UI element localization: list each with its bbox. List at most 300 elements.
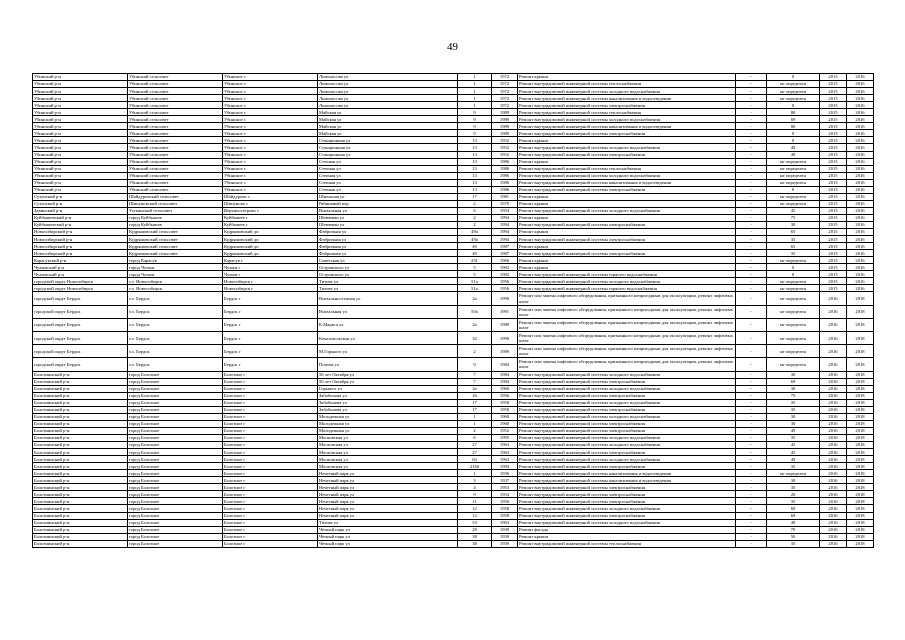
cell-year-built: 1963 (492, 456, 518, 463)
cell-house-number: 7 (458, 378, 492, 385)
table-row (33, 399, 874, 406)
cell-status: 0 (767, 137, 820, 144)
cell-house-number: 1 (458, 95, 492, 102)
cell-year-built: 1994 (492, 463, 518, 470)
cell-settlement: Убинский сельсовет (128, 88, 223, 95)
cell-work-type: Ремонт или замена лифтового оборудования, признанного непригодным для эксплуатации, ремонт лифтовых шахт (518, 318, 736, 331)
cell-district: Убинский р-н (33, 186, 128, 193)
cell-status: 45 (767, 449, 820, 456)
cell-district: Убинский р-н (33, 109, 128, 116)
table-row (33, 243, 874, 250)
cell-house-number: 27 (458, 449, 492, 456)
cell-status: 69 (767, 512, 820, 519)
cell-locality: Болотное г (223, 498, 318, 505)
cell-status: 49 (767, 151, 820, 158)
cell-cost: - (736, 137, 767, 144)
cell-settlement: город Чулым (128, 271, 223, 278)
cell-cost: - (736, 116, 767, 123)
cell-settlement: Убинский сельсовет (128, 116, 223, 123)
cell-settlement: Устьинский сельсовет (128, 207, 223, 214)
cell-status: не определен (767, 81, 820, 88)
cell-start-year: 2015 (820, 102, 847, 109)
cell-end-year: 2018 (847, 519, 874, 526)
cell-locality: Болотное г (223, 399, 318, 406)
cell-start-year: 2016 (820, 463, 847, 470)
cell-start-year: 2015 (820, 207, 847, 214)
cell-start-year: 2016 (820, 292, 847, 305)
cell-cost: - (736, 243, 767, 250)
table-row (33, 435, 874, 442)
cell-district: Болотнинский р-н (33, 427, 128, 434)
cell-district: Болотнинский р-н (33, 435, 128, 442)
cell-settlement: Убинский сельсовет (128, 130, 223, 137)
cell-street: Молодежная ул (318, 413, 458, 420)
cell-district: Убинский р-н (33, 158, 128, 165)
cell-status: не определен (767, 179, 820, 186)
cell-start-year: 2016 (820, 332, 847, 345)
cell-year-built: 1952 (492, 137, 518, 144)
table-row (33, 305, 874, 318)
cell-status: 35 (767, 250, 820, 257)
cell-house-number: 231 (458, 257, 492, 264)
cell-house-number: 1 (458, 413, 492, 420)
cell-year-built: 1972 (492, 81, 518, 88)
cell-house-number: 3 (458, 477, 492, 484)
cell-district: Болотнинский р-н (33, 406, 128, 413)
cell-locality: Болотное г (223, 435, 318, 442)
table-row (33, 498, 874, 505)
cell-status: 75 (767, 392, 820, 399)
cell-district: Болотнинский р-н (33, 512, 128, 519)
table-row (33, 200, 874, 207)
cell-year-built: 1984 (492, 378, 518, 385)
cell-work-type: Ремонт внутридомовой инженерной системы горячего водоснабжения (518, 285, 736, 292)
cell-start-year: 2016 (820, 371, 847, 378)
cell-year-built: 1989 (492, 345, 518, 358)
cell-cost: - (736, 449, 767, 456)
cell-start-year: 2015 (820, 109, 847, 116)
cell-street: Московская ул (318, 463, 458, 470)
table-body (33, 74, 874, 548)
cell-work-type: Ремонт крыши (518, 264, 736, 271)
cell-start-year: 2015 (820, 278, 847, 285)
cell-house-number: 38 (458, 540, 492, 547)
cell-work-type: Ремонт или замена лифтового оборудования, признанного непригодным для эксплуатации, ремонт лифтовых шахт (518, 332, 736, 345)
cell-house-number: 53 (458, 519, 492, 526)
cell-start-year: 2016 (820, 498, 847, 505)
cell-street: М.Горького ул (318, 345, 458, 358)
cell-end-year: 2016 (847, 74, 874, 81)
cell-work-type: Ремонт или замена лифтового оборудования, признанного непригодным для эксплуатации, ремонт лифтовых шахт (518, 358, 736, 371)
cell-work-type: Ремонт крыши (518, 193, 736, 200)
cell-house-number: 17 (458, 193, 492, 200)
cell-district: Новосибирский р-н (33, 250, 128, 257)
table-row (33, 229, 874, 236)
table-row (33, 144, 874, 151)
cell-locality: Убинское с (223, 144, 318, 151)
cell-status: 20 (767, 491, 820, 498)
cell-start-year: 2016 (820, 533, 847, 540)
table-row (33, 512, 874, 519)
cell-district: Болотнинский р-н (33, 491, 128, 498)
cell-settlement: Убинский сельсовет (128, 102, 223, 109)
cell-settlement: г.о. Бердск (128, 305, 223, 318)
cell-year-built: 1960 (492, 413, 518, 420)
cell-cost: - (736, 318, 767, 331)
cell-start-year: 2016 (820, 420, 847, 427)
cell-end-year: 2016 (847, 144, 874, 151)
cell-end-year: 2018 (847, 345, 874, 358)
cell-settlement: город Чулым (128, 264, 223, 271)
cell-street: 50 лет Октября ул (318, 378, 458, 385)
cell-work-type: Ремонт внутридомовой инженерной системы холодного водоснабжения (518, 144, 736, 151)
cell-cost: - (736, 512, 767, 519)
cell-settlement: город Болотное (128, 533, 223, 540)
cell-status: 0 (767, 264, 820, 271)
cell-district: Убинский р-н (33, 151, 128, 158)
cell-work-type: Ремонт внутридомовой инженерной системы холодного водоснабжения (518, 399, 736, 406)
cell-settlement: город Болотное (128, 420, 223, 427)
cell-settlement: Убинский сельсовет (128, 137, 223, 144)
cell-work-type: Ремонт внутридомовой инженерной системы электроснабжения (518, 221, 736, 228)
cell-cost: - (736, 221, 767, 228)
cell-settlement: город Болотное (128, 399, 223, 406)
cell-start-year: 2015 (820, 158, 847, 165)
cell-end-year: 2018 (847, 498, 874, 505)
cell-street: Островского ул (318, 264, 458, 271)
cell-house-number: 63 (458, 456, 492, 463)
table-row (33, 74, 874, 81)
cell-work-type: Ремонт внутридомовой инженерной системы холодного водоснабжения (518, 278, 736, 285)
cell-start-year: 2015 (820, 229, 847, 236)
cell-house-number: 2 (458, 214, 492, 221)
cell-year-built: 1982 (492, 271, 518, 278)
cell-locality: Убинское с (223, 74, 318, 81)
cell-locality: Болотное г (223, 526, 318, 533)
table-row (33, 250, 874, 257)
cell-district: Убинский р-н (33, 165, 128, 172)
cell-end-year: 2016 (847, 130, 874, 137)
cell-cost: - (736, 413, 767, 420)
table-row (33, 463, 874, 470)
cell-settlement: город Карасук (128, 257, 223, 264)
cell-work-type: Ремонт внутридомовой инженерной системы электроснабжения (518, 498, 736, 505)
cell-work-type: Ремонт внутридомовой инженерной системы холодного водоснабжения (518, 371, 736, 378)
cell-cost: - (736, 399, 767, 406)
cell-cost: - (736, 207, 767, 214)
cell-work-type: Ремонт внутридомовой инженерной системы электроснабжения (518, 186, 736, 193)
cell-street: Фабричная ул (318, 229, 458, 236)
cell-start-year: 2016 (820, 399, 847, 406)
cell-district: Болотнинский р-н (33, 484, 128, 491)
cell-street: Забабонова ул (318, 406, 458, 413)
cell-start-year: 2015 (820, 130, 847, 137)
table-row (33, 81, 874, 88)
cell-end-year: 2018 (847, 470, 874, 477)
cell-year-built: 1994 (492, 236, 518, 243)
cell-district: Болотнинский р-н (33, 477, 128, 484)
table-row (33, 526, 874, 533)
cell-locality: Убинское с (223, 116, 318, 123)
cell-locality: Болотное г (223, 406, 318, 413)
cell-start-year: 2015 (820, 271, 847, 278)
cell-district: Болотнинский р-н (33, 463, 128, 470)
cell-end-year: 2016 (847, 207, 874, 214)
cell-work-type: Ремонт крыши (518, 214, 736, 221)
cell-year-built: 1939 (492, 533, 518, 540)
cell-year-built: 1952 (492, 427, 518, 434)
cell-cost: - (736, 442, 767, 449)
cell-house-number: 13 (458, 151, 492, 158)
cell-start-year: 2015 (820, 236, 847, 243)
cell-cost: - (736, 172, 767, 179)
cell-work-type: Ремонт внутридомовой инженерной системы холодного водоснабжения (518, 116, 736, 123)
cell-house-number: 49а (458, 236, 492, 243)
cell-street: Титова ул (318, 519, 458, 526)
cell-settlement: Шипуновский сельсовет (128, 200, 223, 207)
cell-year-built: 1972 (492, 88, 518, 95)
cell-year-built: 1939 (492, 526, 518, 533)
cell-end-year: 2016 (847, 193, 874, 200)
cell-street: Станционная ул (318, 137, 458, 144)
cell-year-built: 1953 (492, 484, 518, 491)
cell-end-year: 2018 (847, 435, 874, 442)
cell-year-built: 1994 (492, 221, 518, 228)
cell-locality: Болотное г (223, 533, 318, 540)
cell-status: не определен (767, 158, 820, 165)
cell-year-built: 1984 (492, 371, 518, 378)
cell-street: Вокзальностепная ул (318, 292, 458, 305)
cell-street: Московская ул (318, 449, 458, 456)
cell-settlement: Убинский сельсовет (128, 186, 223, 193)
cell-settlement: г.о. Бердск (128, 318, 223, 331)
cell-house-number: 2 (458, 200, 492, 207)
table-row (33, 271, 874, 278)
cell-street: Чётный парк ул (318, 526, 458, 533)
cell-house-number: 2 (458, 221, 492, 228)
cell-locality: Убинское с (223, 95, 318, 102)
cell-cost: - (736, 186, 767, 193)
cell-end-year: 2016 (847, 278, 874, 285)
cell-year-built: 1956 (492, 392, 518, 399)
cell-year-built: 1995 (492, 435, 518, 442)
cell-district: Убинский р-н (33, 116, 128, 123)
cell-end-year: 2016 (847, 200, 874, 207)
cell-house-number: 6 (458, 435, 492, 442)
cell-street: Ломоносова ул (318, 88, 458, 95)
cell-street: Нечетный парк ул (318, 477, 458, 484)
cell-district: Новосибирский р-н (33, 243, 128, 250)
cell-work-type: Ремонт внутридомовой инженерной системы холодного водоснабжения (518, 88, 736, 95)
cell-district: Убинский р-н (33, 179, 128, 186)
cell-status: 30 (767, 385, 820, 392)
cell-street: Фабричная ул (318, 236, 458, 243)
cell-end-year: 2018 (847, 442, 874, 449)
cell-cost: - (736, 385, 767, 392)
cell-work-type: Ремонт внутридомовой инженерной системы электроснабжения (518, 420, 736, 427)
cell-year-built: 1990 (492, 332, 518, 345)
cell-house-number: 49 (458, 243, 492, 250)
cell-status: 50 (767, 533, 820, 540)
cell-district: Куйбышевский р-н (33, 221, 128, 228)
cell-street: Молодежная ул (318, 427, 458, 434)
cell-start-year: 2016 (820, 318, 847, 331)
cell-start-year: 2016 (820, 378, 847, 385)
cell-status: 30 (767, 420, 820, 427)
cell-street: Ломоносова ул (318, 95, 458, 102)
cell-cost: - (736, 285, 767, 292)
cell-year-built: 1963 (492, 442, 518, 449)
cell-start-year: 2016 (820, 413, 847, 420)
cell-house-number: 12 (458, 505, 492, 512)
cell-year-built: 1972 (492, 74, 518, 81)
cell-street: Нечетный парк ул (318, 512, 458, 519)
cell-street: Школьная ул (318, 193, 458, 200)
cell-house-number: 49а (458, 229, 492, 236)
cell-year-built: 1989 (492, 130, 518, 137)
cell-settlement: город Болотное (128, 484, 223, 491)
cell-start-year: 2016 (820, 484, 847, 491)
cell-status: 0 (767, 130, 820, 137)
cell-street: Вокзальная ул (318, 305, 458, 318)
cell-end-year: 2018 (847, 427, 874, 434)
cell-start-year: 2016 (820, 427, 847, 434)
table-row (33, 292, 874, 305)
cell-locality: Новосибирск г (223, 278, 318, 285)
cell-settlement: город Болотное (128, 498, 223, 505)
cell-year-built: 1994 (492, 229, 518, 236)
cell-street: Майская ул (318, 123, 458, 130)
cell-settlement: Убинский сельсовет (128, 179, 223, 186)
cell-locality: Болотное г (223, 456, 318, 463)
cell-status: 30 (767, 221, 820, 228)
cell-house-number: 5 (458, 264, 492, 271)
cell-end-year: 2018 (847, 385, 874, 392)
cell-work-type: Ремонт внутридомовой инженерной системы теплоснабжения (518, 109, 736, 116)
table-row (33, 392, 874, 399)
cell-street: Фабричная ул (318, 243, 458, 250)
cell-street: Нечетный парк ул (318, 498, 458, 505)
cell-district: Болотнинский р-н (33, 470, 128, 477)
cell-work-type: Ремонт внутридомовой инженерной системы холодного водоснабжения (518, 207, 736, 214)
cell-settlement: город Болотное (128, 392, 223, 399)
cell-status: 0 (767, 74, 820, 81)
cell-cost: - (736, 144, 767, 151)
cell-cost: - (736, 526, 767, 533)
cell-status: не определен (767, 285, 820, 292)
cell-locality: Болотное г (223, 463, 318, 470)
cell-cost: - (736, 236, 767, 243)
cell-street: Шевченко ул (318, 214, 458, 221)
cell-status: 49 (767, 519, 820, 526)
cell-start-year: 2016 (820, 442, 847, 449)
cell-end-year: 2018 (847, 463, 874, 470)
cell-locality: Болотное г (223, 491, 318, 498)
cell-settlement: г.о. Новосибирск (128, 278, 223, 285)
cell-district: Чулымский р-н (33, 271, 128, 278)
cell-cost: - (736, 130, 767, 137)
cell-cost: - (736, 332, 767, 345)
cell-year-built: 1990 (492, 292, 518, 305)
cell-street: К.Маркса ул (318, 318, 458, 331)
cell-cost: - (736, 420, 767, 427)
cell-district: городской округ Бердск (33, 358, 128, 371)
cell-end-year: 2016 (847, 172, 874, 179)
cell-year-built: 1981 (492, 193, 518, 200)
cell-settlement: город Болотное (128, 456, 223, 463)
cell-settlement: город Болотное (128, 378, 223, 385)
cell-district: Болотнинский р-н (33, 420, 128, 427)
cell-year-built: 1986 (492, 172, 518, 179)
cell-start-year: 2015 (820, 264, 847, 271)
cell-work-type: Ремонт внутридомовой инженерной системы холодного водоснабжения (518, 519, 736, 526)
cell-start-year: 2015 (820, 137, 847, 144)
cell-year-built: 1966 (492, 257, 518, 264)
cell-status: 35 (767, 399, 820, 406)
cell-settlement: г.о. Бердск (128, 345, 223, 358)
cell-street: Степная ул (318, 179, 458, 186)
cell-cost: - (736, 491, 767, 498)
cell-start-year: 2015 (820, 123, 847, 130)
cell-start-year: 2015 (820, 144, 847, 151)
cell-settlement: Убинский сельсовет (128, 109, 223, 116)
table-row (33, 165, 874, 172)
cell-end-year: 2018 (847, 292, 874, 305)
cell-settlement: Убинский сельсовет (128, 81, 223, 88)
cell-status: 69 (767, 505, 820, 512)
cell-house-number: 1 (458, 88, 492, 95)
cell-start-year: 2015 (820, 165, 847, 172)
cell-end-year: 2016 (847, 285, 874, 292)
cell-settlement: город Болотное (128, 526, 223, 533)
cell-end-year: 2016 (847, 271, 874, 278)
cell-district: городской округ Бердск (33, 318, 128, 331)
cell-street: Чётный парк ул (318, 533, 458, 540)
cell-cost: - (736, 229, 767, 236)
cell-work-type: Ремонт внутридомовой инженерной системы холодного водоснабжения (518, 505, 736, 512)
cell-street: Нечетный парк ул (318, 484, 458, 491)
cell-end-year: 2018 (847, 477, 874, 484)
cell-street: Ломоносова ул (318, 81, 458, 88)
cell-street: Рябиновый пер (318, 200, 458, 207)
cell-house-number: 27 (458, 442, 492, 449)
table-row (33, 236, 874, 243)
cell-district: Сузунский р-н (33, 193, 128, 200)
cell-work-type: Ремонт внутридомовой инженерной системы электроснабжения (518, 250, 736, 257)
cell-end-year: 2016 (847, 102, 874, 109)
cell-end-year: 2016 (847, 257, 874, 264)
cell-status: 30 (767, 371, 820, 378)
table-row (33, 427, 874, 434)
cell-district: Убинский р-н (33, 88, 128, 95)
cell-work-type: Ремонт внутридомовой инженерной системы канализования и водоотведения (518, 179, 736, 186)
cell-house-number: 17 (458, 406, 492, 413)
cell-status: 30 (767, 477, 820, 484)
cell-house-number: 13 (458, 172, 492, 179)
cell-cost: - (736, 264, 767, 271)
cell-settlement: город Болотное (128, 477, 223, 484)
cell-house-number: 13 (458, 137, 492, 144)
cell-year-built: 1963 (492, 519, 518, 526)
cell-cost: - (736, 484, 767, 491)
cell-street: Нечетный парк ул (318, 470, 458, 477)
cell-locality: Бердск г (223, 292, 318, 305)
cell-end-year: 2016 (847, 95, 874, 102)
cell-house-number: 9 (458, 123, 492, 130)
cell-district: городской округ Новосибирск (33, 285, 128, 292)
cell-district: Убинский р-н (33, 123, 128, 130)
cell-cost: - (736, 88, 767, 95)
